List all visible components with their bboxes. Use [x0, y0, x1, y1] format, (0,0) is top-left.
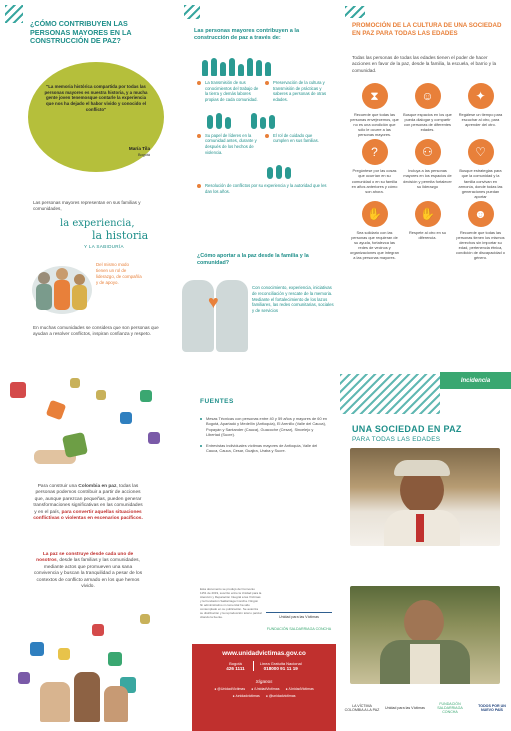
- social-twitter[interactable]: ● @UnidadVictimas: [214, 687, 246, 691]
- answer-text: Con conocimiento, experiencia, iniciativas de reconciliación y rescate de la memoria. Mediante el fortalecimiento de los lazos familiares, las redes comunitarias, sociales y de servicios: [252, 285, 334, 314]
- person-icon: [211, 58, 217, 76]
- principle-text: Recuerde que todas las personas tienen los mismos derechos sin importar su edad, pertenencia étnica, condición de discapacidad o género.: [456, 229, 505, 261]
- principle-item: [350, 201, 399, 260]
- panel-ways: [172, 0, 340, 355]
- person-icon: [238, 64, 244, 76]
- principle-item: [403, 139, 452, 198]
- principle-text: Recuerde que todas las personas envejecemos, que no es una condición que sólo le ocurre a las personas mayores.: [350, 112, 399, 138]
- logo-unidad-victimas: Unidad para las Víctimas: [266, 612, 332, 619]
- website-link[interactable]: www.unidadvictimas.gov.co: [222, 650, 306, 657]
- contact-footer: [192, 644, 336, 731]
- panel-title: FUENTES: [200, 398, 234, 405]
- instagram-icon: ●: [265, 694, 268, 698]
- question-heading: ¿Cómo aportar a la paz desde la familia y la comunidad?: [197, 253, 309, 266]
- logo-nuevo-pais: TODOS POR UN NUEVO PAÍS: [478, 704, 506, 712]
- principle-text: Incluya a las personas mayores en los espacios de decisión y permita fortalecer su liderazgo: [403, 168, 452, 189]
- list-item: Preservación de la cultura y transmisión de prácticas y saberes a personas de otras edades.: [265, 80, 327, 103]
- principles-grid: [350, 83, 505, 260]
- bullet-icon: [265, 81, 269, 85]
- puzzle-piece-icon: [58, 648, 70, 660]
- twitter-icon: ●: [214, 687, 217, 691]
- tagline-history: la historia: [92, 229, 149, 242]
- text-bold: La paz se construye desde cada uno de nosotros: [36, 552, 134, 564]
- logo-saldarriaga: FUNDACIÓN SALDARRIAGA CONCHA: [266, 627, 332, 631]
- person-icon: [220, 62, 226, 76]
- puzzle-piece-icon: [120, 412, 132, 424]
- question-icon: ?: [362, 139, 388, 165]
- photo-elderly-woman: [350, 448, 500, 546]
- logos: [266, 612, 332, 631]
- decorative-stripes: [340, 374, 440, 414]
- principle-item: [456, 139, 505, 198]
- bullet-icon: [200, 418, 202, 420]
- flickr-icon: ●: [285, 687, 288, 691]
- puzzle-piece-icon: [92, 624, 104, 636]
- puzzle-piece-icon: [46, 400, 67, 421]
- social-instagram[interactable]: ● @unidadvictimas: [265, 694, 296, 698]
- social-row-1: [192, 687, 336, 691]
- facebook-icon: ●: [251, 687, 254, 691]
- bullet-icon: [200, 445, 202, 447]
- decorative-stripes: [184, 5, 200, 19]
- cover-subtitle: PARA TODAS LAS EDADES: [352, 436, 441, 443]
- body-paragraph-1: [32, 484, 144, 523]
- puzzle-piece-icon: [96, 390, 106, 400]
- puzzle-piece-icon: [30, 642, 44, 656]
- principle-text: Sea solidario con las personas que requieran de su ayuda, fortalezca las redes de vecinos y organizaciones que integran a las personas mayores.: [350, 229, 399, 261]
- puzzle-piece-icon: [140, 390, 152, 402]
- cover-title: UNA SOCIEDAD EN PAZ: [352, 424, 462, 434]
- phone-national: [253, 661, 302, 671]
- person-icon: [247, 58, 253, 76]
- footer-logos: [344, 702, 509, 714]
- text-segment: , todas las personas podemos contribuir a partir de acciones que, aunque parezcan pequeñas, pueden generar transformaciones significativas en las comunidades y en el país,: [33, 484, 143, 515]
- principle-item: [350, 139, 399, 198]
- principle-text: Pregúntese por las cosas que ocurrían en su comunidad o en su familia en años anteriores y cómo son ahora.: [351, 168, 398, 194]
- person-icon: [202, 60, 208, 76]
- sources-list: [200, 416, 328, 460]
- heart-icon: ♡: [468, 139, 494, 165]
- hourglass-icon: ⧗: [362, 83, 388, 109]
- logo-saldarriaga: FUNDACIÓN SALDARRIAGA CONCHA: [437, 702, 463, 714]
- body-paragraph-2: [32, 552, 144, 591]
- social-flickr[interactable]: ● /UnidadVictimas: [285, 687, 314, 691]
- body-text-1: Las personas mayores representan en sus familias y comunidades,: [33, 200, 141, 212]
- respect-icon: ✋: [415, 201, 441, 227]
- bullet-icon: [265, 134, 269, 138]
- list-item: Su papel de líderes en la comunidad antes, durante y después de los hechos de violencia.: [197, 133, 259, 156]
- phone-label: Bogotá: [229, 661, 242, 666]
- body-text-2: En muchas comunidades se considera que son personas que ayudan a resolver conflictos, inspiran confianza y respeto.: [33, 325, 159, 337]
- person-icon: [256, 60, 262, 76]
- decorative-stripes: [345, 6, 365, 18]
- social-youtube[interactable]: ● /unidadvictimas: [232, 694, 260, 698]
- text-bold: para convertir aquellas situaciones conflictivas o violentas en escenarios pacíficos.: [33, 509, 143, 522]
- panel-title: Las personas mayores contribuyen a la construcción de paz a través de:: [194, 28, 300, 41]
- panel-title: PROMOCIÓN DE LA CULTURA DE UNA SOCIEDAD EN PAZ PARA TODAS LAS EDADES: [352, 22, 502, 37]
- puzzle-piece-icon: [140, 614, 150, 624]
- panel-cover: [340, 372, 511, 731]
- people-group-icon: [207, 111, 337, 129]
- principle-item: [456, 201, 505, 260]
- social-row-2: [192, 694, 336, 698]
- people-icons-row: [202, 54, 330, 76]
- puzzle-piece-icon: [70, 378, 80, 388]
- text-bold: Colombia en paz: [78, 484, 117, 489]
- list-item: Resolución de conflictos por su experiencia y la autoridad que les dan los años.: [197, 183, 327, 194]
- list-item: Mesas Técnicas con personas entre 40 y 59 años y mayores de 60 en Bogotá, Apartadó y Medellín (Antioquia), El Arenillo (Valle del Cauca), Popayán y Santander (Cauca), Guacoche (Cesar), Sincelejo y Libertad (Sucre).: [200, 416, 328, 437]
- text-segment: Para construir una: [37, 484, 79, 489]
- principle-text: Respete al otro en su diferencia.: [409, 229, 446, 240]
- heart-icon: ♥: [208, 292, 219, 312]
- list-item: Entrevistas individuales víctimas mayores de Antioquia, Valle del Cauca, Cauca, Cesar, Guajira, Uraba y Sucre.: [200, 443, 328, 454]
- principle-item: [350, 83, 399, 137]
- principle-text: Regálese un tiempo para escuchar al otro, para aprender del otro.: [458, 112, 503, 128]
- principle-text: Busque espacios en los que pueda dialogar y compartir con personas de diferentes edades.: [403, 112, 452, 133]
- hands-illustration: [182, 272, 252, 352]
- phone-local: [226, 661, 244, 671]
- gift-time-icon: ✦: [468, 83, 494, 109]
- person-icon: [265, 62, 271, 76]
- list-item: El rol de cuidado que cumplen en sus familias.: [265, 133, 327, 156]
- legal-note: Esta documento se produjó del Convenio 1151 de 2019, suscrito entre la Unidad para la Atención y Reparación Integral a las Víctimas y la Fundación Saldarriaga Concha. Ningún fin administrativo ni comercial ha sido contemplado en su publicación. Se autoriza su distribución y la reproducción total o parcial citando la fuente.: [200, 587, 262, 620]
- category-tab: Incidencia: [440, 372, 511, 389]
- bullet-icon: [197, 184, 201, 188]
- principle-item: [403, 83, 452, 137]
- phone-lines: [192, 661, 336, 671]
- puzzle-piece-icon: [148, 432, 160, 444]
- panel-contribution: [0, 0, 170, 355]
- phone-number: 018000 91 11 19: [263, 666, 298, 671]
- handshake-icon: ✋: [362, 201, 388, 227]
- principle-item: [403, 201, 452, 260]
- puzzle-piece-icon: [18, 672, 30, 684]
- decorative-stripes: [5, 5, 23, 23]
- follow-label: Síganos: [255, 679, 273, 684]
- bullet-icon: [197, 134, 201, 138]
- person-icon: [229, 58, 235, 76]
- phone-label: Línea Gratuita Nacional: [259, 661, 302, 666]
- principle-text: Busque estrategias para que la comunidad y la familia convivan en armonía, donde todas las generaciones puedan aportar: [458, 168, 503, 199]
- list-item: La transmisión de sus conocimientos del trabajo de la tierra y demás labores propias de cada comunidad.: [197, 80, 259, 103]
- intro-text: Todas las personas de todas las edades tienen el poder de hacer acciones en favor de la paz, desde la familia, la escuela, el barrio y la comunidad.: [352, 55, 497, 73]
- principle-item: [456, 83, 505, 137]
- phone-number: 426 1111: [226, 666, 245, 671]
- meeting-icon: [267, 163, 337, 179]
- side-text: Del mismo modo tienen un rol de liderazgo, de compañía y de apoyo.: [96, 262, 142, 285]
- panel-title: ¿CÓMO CONTRIBUYEN LAS PERSONAS MAYORES EN LA CONSTRUCCIÓN DE PAZ?: [30, 19, 132, 46]
- panel-sources: [172, 372, 340, 731]
- puzzle-piece-icon: [10, 382, 26, 398]
- youtube-icon: ●: [232, 694, 235, 698]
- ways-list: [197, 80, 337, 201]
- quote-author: María Tila: [128, 146, 150, 151]
- hands-bottom-illustration: [40, 672, 130, 722]
- hand-with-puzzle-icon: [34, 432, 94, 468]
- photo-elderly-man: [350, 586, 500, 684]
- panel-colombia-peace: [0, 372, 170, 731]
- logo-victima-colombia: LA VÍCTIMA COLOMBIA A LA PAZ: [344, 704, 380, 712]
- rights-icon: ☻: [468, 201, 494, 227]
- logo-unidad-victimas: Unidad para las Víctimas: [385, 706, 425, 710]
- tagline-wisdom: Y LA SABIDURÍA: [84, 244, 124, 249]
- puzzle-piece-icon: [108, 652, 122, 666]
- text-segment: , desde las familias y las comunidades, mediante actos que promueven una sana convivencia y buscan la tranquilidad a pesar de los contextos de conflicto armado en los que hemos vivido.: [33, 558, 143, 590]
- bullet-icon: [197, 81, 201, 85]
- inclusion-icon: ⚇: [415, 139, 441, 165]
- quote-place: Bogotá: [137, 153, 150, 157]
- dialogue-icon: ☺: [415, 83, 441, 109]
- social-facebook[interactable]: ● /UnidadVictimas: [251, 687, 280, 691]
- family-illustration: [32, 254, 92, 316]
- tagline-experience: la experiencia,: [60, 218, 135, 229]
- quote-text: "La memoria histórica compartida por todas las personas mayores es nuestra historia, y a mucha gente joven tenemosque contarle la experiencia que nos ha dejado el habor vivido y conocido el conflicto": [44, 84, 148, 112]
